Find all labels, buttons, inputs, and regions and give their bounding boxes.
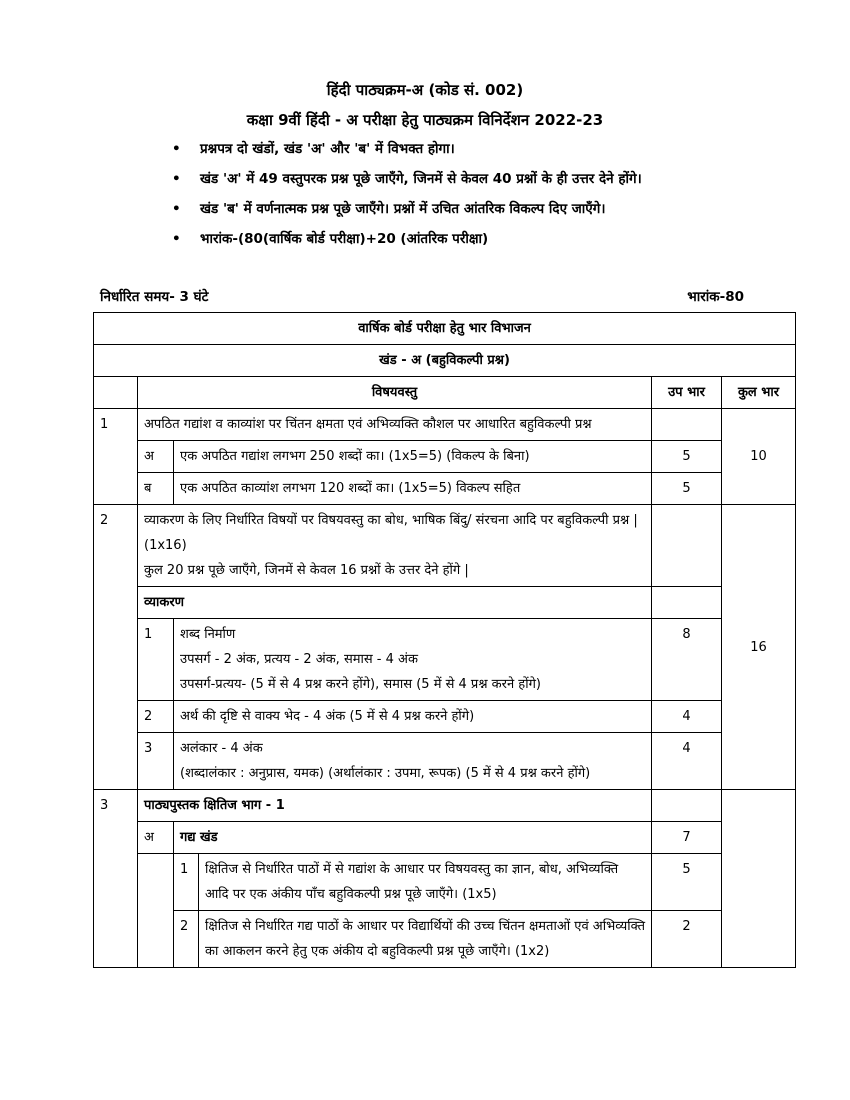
sub-content: एक अपठित काव्यांश लगभग 120 शब्दों का। (1x5=5) विकल्प सहित [174, 473, 652, 505]
weightage-table [93, 312, 796, 968]
sub-content: गद्य खंड [174, 822, 652, 854]
sub-content-line: (शब्दालंकार : अनुप्रास, यमक) (अर्थालंकार : उपमा, रूपक) (5 में से 4 प्रश्न करने होंगे) [180, 766, 591, 781]
instruction-item: • खंड 'अ' में 49 वस्तुपरक प्रश्न पूछे जाएँगे, जिनमें से केवल 40 प्रश्नों के ही उत्तर देने होंगे। [172, 165, 762, 193]
table-row [94, 733, 796, 790]
table-row [94, 587, 796, 619]
sub-label: 3 [138, 733, 174, 790]
sub-content-line: उपसर्ग-प्रत्यय- (5 में से 4 प्रश्न करने होंगे), समास (5 में से 4 प्रश्न करने होंगे) [180, 677, 541, 692]
sub-marks: 5 [652, 441, 722, 473]
item-marks: 2 [652, 911, 722, 968]
table-row [94, 619, 796, 701]
sub-content [174, 733, 652, 790]
column-header-total-marks: कुल भार [722, 377, 796, 409]
column-header-content: विषयवस्तु [138, 377, 652, 409]
item-content: क्षितिज से निर्धारित गद्य पाठों के आधार पर विद्यार्थियों की उच्च चिंतन क्षमताओं एवं अभिव्यक्ति का आकलन करने हेतु एक अंकीय दो बहुविकल्पी प्रश्न पूछे जाएँगे। (1x2) [199, 911, 652, 968]
instruction-item: • प्रश्नपत्र दो खंडों, खंड 'अ' और 'ब' में विभक्त होगा। [172, 135, 762, 163]
sub-label: अ [138, 441, 174, 473]
item-marks: 5 [652, 854, 722, 911]
row-content [138, 505, 652, 587]
row-content-line: कुल 20 प्रश्न पूछे जाएँगे, जिनमें से केवल 16 प्रश्नों के उत्तर देने होंगे | [144, 563, 469, 578]
subsection-heading: व्याकरण [138, 587, 652, 619]
row-content: अपठित गद्यांश व काव्यांश पर चिंतन क्षमता एवं अभिव्यक्ति कौशल पर आधारित बहुविकल्पी प्रश्न [138, 409, 652, 441]
sub-marks: 8 [652, 619, 722, 701]
sub-content [174, 619, 652, 701]
table-row [94, 409, 796, 441]
table-row [94, 377, 796, 409]
sub-content: अर्थ की दृष्टि से वाक्य भेद - 4 अंक (5 में से 4 प्रश्न करने होंगे) [174, 701, 652, 733]
empty-cell [652, 587, 722, 619]
sub-label: 1 [138, 619, 174, 701]
empty-cell [652, 409, 722, 441]
empty-cell [652, 790, 722, 822]
row-number: 1 [94, 409, 138, 505]
table-row [94, 854, 796, 911]
empty-cell [138, 854, 174, 968]
row-content: पाठ्यपुस्तक क्षितिज भाग - 1 [138, 790, 652, 822]
total-marks: 16 [722, 505, 796, 790]
table-row [94, 441, 796, 473]
table-row [94, 505, 796, 587]
sub-marks: 4 [652, 733, 722, 790]
table-row [94, 473, 796, 505]
sub-content: एक अपठित गद्यांश लगभग 250 शब्दों का। (1x5=5) (विकल्प के बिना) [174, 441, 652, 473]
page-subtitle: कक्षा 9वीं हिंदी - अ परीक्षा हेतु पाठ्यक्रम विनिर्देशन 2022-23 [246, 111, 604, 129]
empty-cell [722, 790, 796, 968]
section-heading: खंड - अ (बहुविकल्पी प्रश्न) [94, 345, 796, 377]
time-allowed: निर्धारित समय- 3 घंटे [100, 289, 209, 305]
empty-cell [94, 377, 138, 409]
sub-content-line: शब्द निर्माण [180, 627, 236, 642]
table-row [94, 345, 796, 377]
row-content-line: व्याकरण के लिए निर्धारित विषयों पर विषयवस्तु का बोध, भाषिक बिंदु/ संरचना आदि पर बहुविकल्पी प्रश्न | (1x16) [144, 513, 638, 553]
sub-label: 2 [138, 701, 174, 733]
item-number: 2 [174, 911, 199, 968]
sub-label: अ [138, 822, 174, 854]
table-row [94, 701, 796, 733]
sub-content-line: उपसर्ग - 2 अंक, प्रत्यय - 2 अंक, समास - 4 अंक [180, 652, 418, 667]
row-number: 2 [94, 505, 138, 790]
empty-cell [652, 505, 722, 587]
sub-content-line: अलंकार - 4 अंक [180, 741, 263, 756]
instruction-item: • भारांक-(80(वार्षिक बोर्ड परीक्षा)+20 (आंतरिक परीक्षा) [172, 225, 762, 253]
table-heading: वार्षिक बोर्ड परीक्षा हेतु भार विभाजन [94, 313, 796, 345]
table-row [94, 790, 796, 822]
table-row [94, 313, 796, 345]
item-number: 1 [174, 854, 199, 911]
table-row [94, 822, 796, 854]
total-marks: 10 [722, 409, 796, 505]
max-marks: भारांक-80 [687, 289, 744, 305]
instruction-item: • खंड 'ब' में वर्णनात्मक प्रश्न पूछे जाएँगे। प्रश्नों में उचित आंतरिक विकल्प दिए जाएँगे। [172, 195, 762, 223]
page-title: हिंदी पाठ्यक्रम-अ (कोड सं. 002) [326, 81, 524, 99]
sub-marks: 7 [652, 822, 722, 854]
sub-marks: 5 [652, 473, 722, 505]
sub-label: ब [138, 473, 174, 505]
instructions-list [172, 135, 762, 255]
item-content: क्षितिज से निर्धारित पाठों में से गद्यांश के आधार पर विषयवस्तु का ज्ञान, बोध, अभिव्यक्ति आदि पर एक अंकीय पाँच बहुविकल्पी प्रश्न पूछे जाएँगे। (1x5) [199, 854, 652, 911]
sub-marks: 4 [652, 701, 722, 733]
table-row [94, 911, 796, 968]
row-number: 3 [94, 790, 138, 968]
column-header-sub-marks: उप भार [652, 377, 722, 409]
